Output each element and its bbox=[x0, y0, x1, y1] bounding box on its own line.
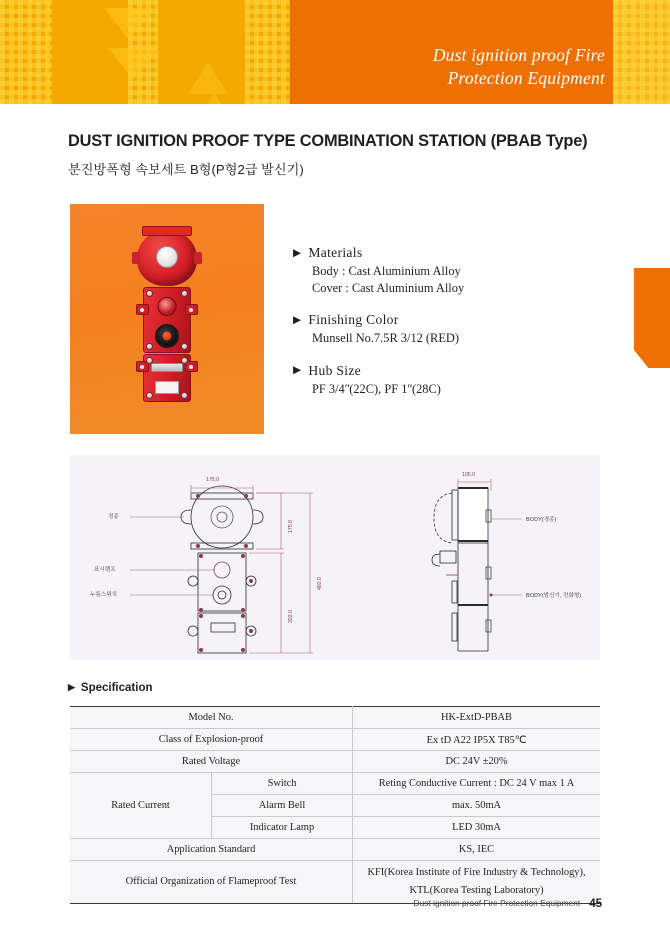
bolt-ll bbox=[146, 343, 153, 350]
official-organization-line2: KTL(Korea Testing Laboratory) bbox=[409, 885, 544, 896]
bolt-lr bbox=[181, 343, 188, 350]
specification-section-label: Specification bbox=[80, 682, 153, 694]
mounting-lug-left-upper bbox=[136, 304, 149, 315]
banner-triangle-down-2 bbox=[108, 48, 158, 80]
cell-value-switch: Reting Conductive Current : DC 24 V max 1 A bbox=[353, 773, 601, 795]
front-dim-width: 175.0 bbox=[206, 477, 219, 483]
station-upper-enclosure bbox=[143, 287, 191, 353]
cell-value-rated-voltage: DC 24V ±20% bbox=[353, 751, 601, 773]
cell-sublabel-switch: Switch bbox=[212, 773, 353, 795]
banner-grid-pattern-right bbox=[613, 0, 670, 104]
materials-cover-line: Cover : Cast Aluminium Alloy bbox=[312, 280, 465, 295]
side-label-body-station: BODY(발신기, 전화형) bbox=[526, 593, 582, 599]
page-footer bbox=[414, 898, 602, 910]
banner-triangle-up-1 bbox=[188, 62, 228, 94]
bolt-ul bbox=[146, 290, 153, 297]
banner-title bbox=[300, 44, 605, 90]
official-organization-line1: KFI(Korea Institute of Fire Industry & Technology), bbox=[367, 867, 586, 878]
attribute-heading-finishing-color bbox=[293, 312, 593, 328]
alarm-bell-icon bbox=[137, 230, 197, 286]
front-dim-bell-height: 175.0 bbox=[288, 520, 294, 533]
attribute-heading-label: Finishing Color bbox=[308, 312, 399, 327]
technical-drawing-panel bbox=[70, 455, 600, 660]
bullet-arrow-icon: ▶ bbox=[293, 247, 302, 259]
table-row bbox=[70, 751, 600, 773]
product-photo bbox=[70, 204, 264, 434]
cell-value-class-explosion-proof: Ex tD A22 IP5X T85℃ bbox=[353, 729, 601, 751]
table-row bbox=[70, 773, 600, 795]
mounting-lug-right-upper bbox=[185, 304, 198, 315]
cell-label-class-explosion-proof: Class of Explosion-proof bbox=[70, 729, 353, 751]
product-illustration bbox=[135, 230, 199, 402]
cell-label-application-standard: Application Standard bbox=[70, 839, 353, 861]
footer-text: Dust ignition proof Fire Protection Equipment bbox=[413, 898, 581, 908]
banner-grid-pattern-left-a bbox=[0, 0, 52, 104]
bullet-arrow-icon: ▶ bbox=[293, 314, 302, 326]
page-subtitle: 분진방폭형 속보세트 B형(P형2급 발신기) bbox=[68, 162, 304, 177]
bolt-ur bbox=[181, 290, 188, 297]
banner-title-line1: Dust ignition proof Fire bbox=[432, 45, 605, 65]
indicator-lamp-icon bbox=[158, 297, 177, 316]
side-view-drawing bbox=[370, 455, 600, 660]
banner-triangle-down-1 bbox=[104, 8, 154, 40]
attribute-heading-materials bbox=[293, 245, 593, 261]
page-header-banner bbox=[0, 0, 670, 104]
banner-triangle-up-2 bbox=[196, 92, 232, 104]
cell-label-official-organization: Official Organization of Flameproof Test bbox=[70, 861, 353, 904]
cell-value-application-standard: KS, IEC bbox=[353, 839, 601, 861]
specification-section-title bbox=[68, 682, 153, 694]
materials-body-line: Body : Cast Aluminium Alloy bbox=[312, 264, 461, 278]
bolt-low-ll bbox=[146, 392, 153, 399]
attribute-group-hub-size bbox=[293, 363, 593, 398]
attribute-heading-hub-size bbox=[293, 363, 593, 379]
front-label-push-switch: 누름스위치 bbox=[90, 592, 118, 598]
bolt-low-ul bbox=[146, 357, 153, 364]
bullet-arrow-icon: ▶ bbox=[68, 682, 75, 692]
finishing-color-line: Munsell No.7.5R 3/12 (RED) bbox=[312, 331, 459, 345]
front-dim-total-height: 482.0 bbox=[317, 577, 323, 590]
station-lower-enclosure bbox=[143, 354, 191, 402]
table-row bbox=[70, 707, 600, 729]
attribute-heading-label: Hub Size bbox=[308, 362, 361, 378]
bolt-low-ur bbox=[181, 357, 188, 364]
bolt-low-lr bbox=[181, 392, 188, 399]
section-side-tab bbox=[634, 268, 670, 368]
page-number: 45 bbox=[589, 898, 602, 910]
cell-value-alarm-bell: max. 50mA bbox=[353, 795, 601, 817]
cell-sublabel-indicator-lamp: Indicator Lamp bbox=[212, 817, 353, 839]
front-label-bell: 경종 bbox=[108, 514, 119, 520]
product-nameplate bbox=[151, 363, 183, 372]
product-label bbox=[155, 381, 179, 394]
bullet-arrow-icon: ▶ bbox=[293, 365, 302, 376]
front-dim-body-height: 302.0 bbox=[288, 610, 294, 623]
side-label-body-bell: BODY(경종) bbox=[526, 517, 557, 523]
page-title: DUST IGNITION PROOF TYPE COMBINATION STATION (PBAB Type) bbox=[68, 132, 588, 150]
attribute-group-finishing-color bbox=[293, 312, 593, 347]
banner-title-line2: Protection Equipment bbox=[447, 68, 605, 88]
bell-center-hub bbox=[156, 246, 178, 268]
hub-size-line: PF 3/4ʺ(22C), PF 1ʺ(28C) bbox=[312, 381, 441, 396]
cell-value-indicator-lamp: LED 30mA bbox=[353, 817, 601, 839]
product-attributes bbox=[293, 245, 593, 413]
cell-value-model-no: HK-ExtD-PBAB bbox=[353, 707, 601, 729]
table-row bbox=[70, 839, 600, 861]
cell-sublabel-alarm-bell: Alarm Bell bbox=[212, 795, 353, 817]
front-view-drawing bbox=[70, 455, 370, 660]
bell-side-lug-left bbox=[132, 252, 140, 264]
attribute-group-materials bbox=[293, 245, 593, 296]
cell-label-model-no: Model No. bbox=[70, 707, 353, 729]
specification-table bbox=[70, 706, 600, 904]
side-dim-width: 105.0 bbox=[462, 472, 475, 478]
attribute-heading-label: Materials bbox=[308, 245, 363, 260]
cell-label-rated-current: Rated Current bbox=[70, 773, 212, 839]
bell-side-lug-right bbox=[194, 252, 202, 264]
table-row bbox=[70, 729, 600, 751]
bell-mount-plate bbox=[142, 226, 192, 236]
push-switch-icon bbox=[155, 324, 179, 348]
cell-label-rated-voltage: Rated Voltage bbox=[70, 751, 353, 773]
front-label-indicator-lamp: 표시램프 bbox=[94, 567, 116, 573]
